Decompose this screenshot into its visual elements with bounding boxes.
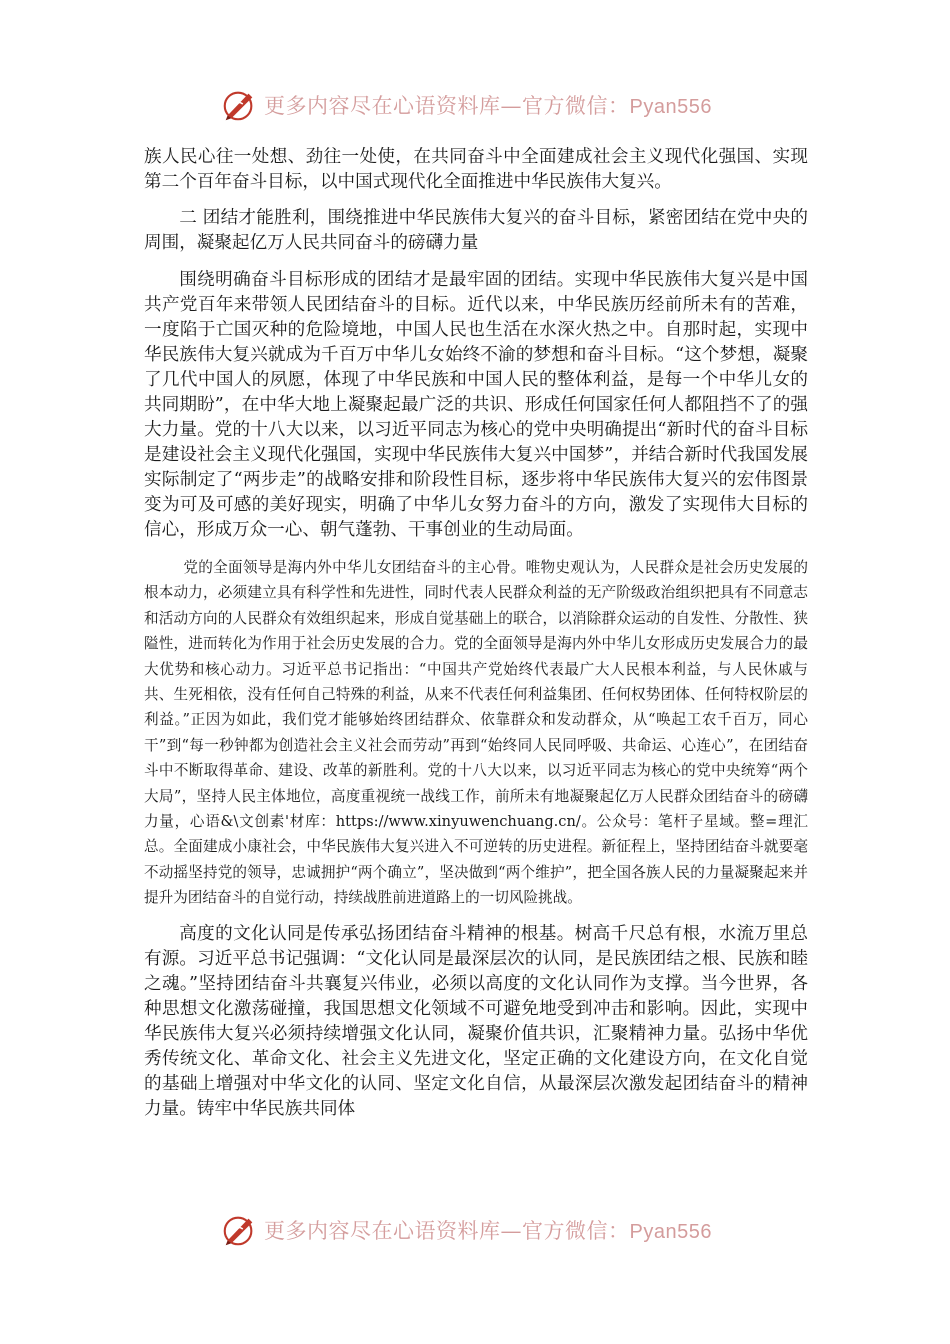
- paragraph-4: 党的全面领导是海内外中华儿女团结奋斗的主心骨。唯物史观认为，人民群众是社会历史发展的根本动力，必须建立具有科学性和先进性，同时代表人民群众利益的无产阶级政治组织把具有不同意志和活动方向的人民群众有效组织起来，形成自觉基础上的联合，以消除群众运动的自发性、分散性、狭隘性，进而转化为作用于社会历史发展的合力。党的全面领导是海内外中华儿女形成历史发展合力的最大优势和核心动力。习近平总书记指出：“中国共产党始终代表最广大人民根本利益，与人民休戚与共、生死相依，没有任何自己特殊的利益，从来不代表任何利益集团、任何权势团体、任何特权阶层的利益。”正因为如此，我们党才能够始终团结群众、依靠群众和发动群众，从“唤起工农千百万，同心干”到“每一秒钟都为创造社会主义社会而劳动”再到“始终同人民同呼吸、共命运、心连心”，在团结奋斗中不断取得革命、建设、改革的新胜利。党的十八大以来，以习近平同志为核心的党中央统筹“两个大局”，坚持人民主体地位，高度重视统一战线工作，前所未有地凝聚起亿万人民群众团结奋斗的磅礴力量，心语&\文创素'材库：https://www.xinyuwenchuang.cn/。公众号：笔杆子星域。整=理汇总。全面建成小康社会，中华民族伟大复兴进入不可逆转的历史进程。新征程上，坚持团结奋斗就要毫不动摇坚持党的领导，忠诚拥护“两个确立”，坚决做到“两个维护”，把全国各族人民的力量凝聚起来并提升为团结奋斗的自觉行动，持续战胜前进道路上的一切风险挑战。: [144, 559, 808, 907]
- document-body: [144, 145, 808, 1134]
- header-banner: [220, 85, 740, 125]
- banner-label: 更多内容尽在心语资料库—官方微信：: [264, 94, 630, 118]
- banner-text: [264, 90, 712, 120]
- section-heading: 二 团结才能胜利，围绕推进中华民族伟大复兴的奋斗目标，紧密团结在党中央的周围，凝聚起亿万人民共同奋斗的磅礴力量: [144, 208, 808, 253]
- paragraph-1: 族人民心往一处想、劲往一处使，在共同奋斗中全面建成社会主义现代化强国、实现第二个百年奋斗目标，以中国式现代化全面推进中华民族伟大复兴。: [144, 147, 808, 192]
- banner-text: [264, 1215, 712, 1245]
- paragraph-3: 围绕明确奋斗目标形成的团结才是最牢固的团结。实现中华民族伟大复兴是中国共产党百年来带领人民团结奋斗的目标。近代以来，中华民族历经前所未有的苦难，一度陷于亡国灭种的危险境地，中国人民也生活在水深火热之中。自那时起，实现中华民族伟大复兴就成为千百万中华儿女始终不渝的梦想和奋斗目标。“这个梦想，凝聚了几代中国人的夙愿，体现了中华民族和中国人民的整体利益，是每一个中华儿女的共同期盼”，在中华大地上凝聚起最广泛的共识、形成任何国家任何人都阻挡不了的强大力量。党的十八大以来，以习近平同志为核心的党中央明确提出“新时代的奋斗目标是建设社会主义现代化强国，实现中华民族伟大复兴中国梦”，并结合新时代我国发展实际制定了“两步走”的战略安排和阶段性目标，逐步将中华民族伟大复兴的宏伟图景变为可及可感的美好现实，明确了中华儿女努力奋斗的方向，激发了实现伟大目标的信心，形成万众一心、朝气蓬勃、干事创业的生动局面。: [144, 270, 808, 540]
- pen-logo-icon: [220, 86, 258, 124]
- banner-label: 更多内容尽在心语资料库—官方微信：: [264, 1219, 630, 1243]
- footer-banner: [220, 1210, 740, 1250]
- pen-logo-icon: [220, 1211, 258, 1249]
- paragraph-5: 高度的文化认同是传承弘扬团结奋斗精神的根基。树高千尺总有根，水流万里总有源。习近平总书记强调：“文化认同是最深层次的认同，是民族团结之根、民族和睦之魂。”坚持团结奋斗共襄复兴伟业，必须以高度的文化认同作为支撑。当今世界，各种思想文化激荡碰撞，我国思想文化领域不可避免地受到冲击和影响。因此，实现中华民族伟大复兴必须持续增强文化认同，凝聚价值共识，汇聚精神力量。弘扬中华优秀传统文化、革命文化、社会主义先进文化，坚定正确的文化建设方向，在文化自觉的基础上增强对中华文化的认同、坚定文化自信，从最深层次激发起团结奋斗的精神力量。铸牢中华民族共同体: [144, 923, 808, 1119]
- banner-wechat-id: Pyan556: [629, 1221, 712, 1243]
- banner-wechat-id: Pyan556: [629, 96, 712, 118]
